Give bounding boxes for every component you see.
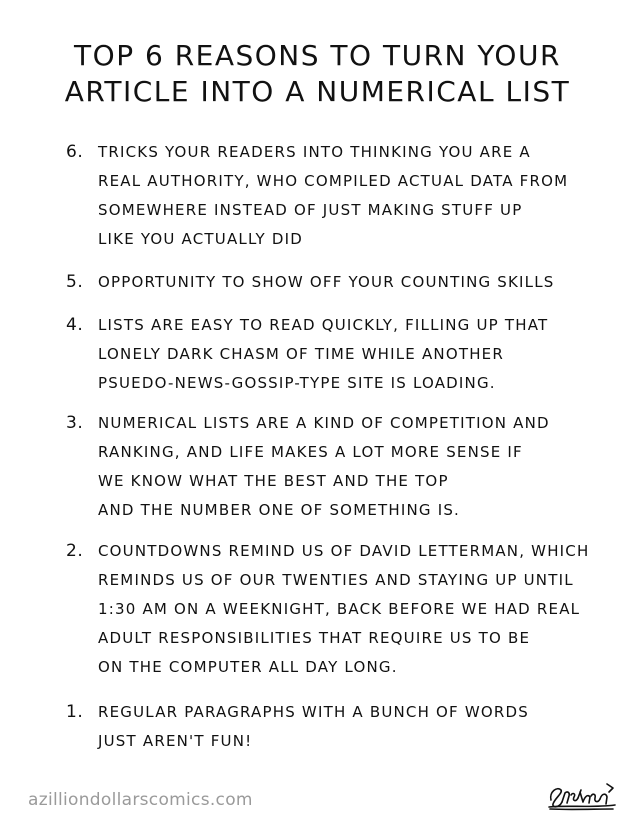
item-text-line: RANKING, AND LIFE MAKES A LOT MORE SENSE IF <box>98 443 523 461</box>
item-text-line: ADULT RESPONSIBILITIES THAT REQUIRE US TO BE <box>98 629 531 647</box>
item-text-line: REMINDS US OF OUR TWENTIES AND STAYING UP UNTIL <box>98 571 574 589</box>
item-text-line: PSUEDO-NEWS-GOSSIP-TYPE SITE IS LOADING. <box>98 374 496 392</box>
item-text-line: AND THE NUMBER ONE OF SOMETHING IS. <box>98 501 461 519</box>
item-number: 5. <box>66 272 84 292</box>
item-text-line: OPPORTUNITY TO SHOW OFF YOUR COUNTING SKILLS <box>98 273 555 291</box>
item-text-line: 1:30 AM ON A WEEKNIGHT, BACK BEFORE WE HAD REAL <box>98 600 581 618</box>
item-text-line: ON THE COMPUTER ALL DAY LONG. <box>98 658 398 676</box>
item-text-line: COUNTDOWNS REMIND US OF DAVID LETTERMAN, WHICH <box>98 542 590 560</box>
item-text-line: LIKE YOU ACTUALLY DID <box>98 230 304 248</box>
item-text-line: SOMEWHERE INSTEAD OF JUST MAKING STUFF UP <box>98 201 523 219</box>
item-number: 3. <box>66 413 84 433</box>
item-number: 2. <box>66 541 84 561</box>
item-text-line: LISTS ARE EASY TO READ QUICKLY, FILLING UP THAT <box>98 316 549 334</box>
item-text-line: TRICKS YOUR READERS INTO THINKING YOU ARE A <box>98 143 531 161</box>
item-text-line: REGULAR PARAGRAPHS WITH A BUNCH OF WORDS <box>98 703 529 721</box>
title-line-2: ARTICLE INTO A NUMERICAL LIST <box>64 75 571 108</box>
artist-signature-icon <box>547 778 617 812</box>
item-text-line: WE KNOW WHAT THE BEST AND THE TOP <box>98 472 449 490</box>
footer-website-link[interactable]: azilliondollarscomics.com <box>28 790 253 810</box>
item-number: 6. <box>66 142 84 162</box>
item-number: 4. <box>66 315 84 335</box>
item-text-line: REAL AUTHORITY, WHO COMPILED ACTUAL DATA FROM <box>98 172 569 190</box>
item-text-line: JUST AREN'T FUN! <box>98 732 253 750</box>
item-text-line: LONELY DARK CHASM OF TIME WHILE ANOTHER <box>98 345 504 363</box>
item-text-line: NUMERICAL LISTS ARE A KIND OF COMPETITION AND <box>98 414 550 432</box>
item-number: 1. <box>66 702 84 722</box>
title-line-1: TOP 6 REASONS TO TURN YOUR <box>74 39 561 72</box>
